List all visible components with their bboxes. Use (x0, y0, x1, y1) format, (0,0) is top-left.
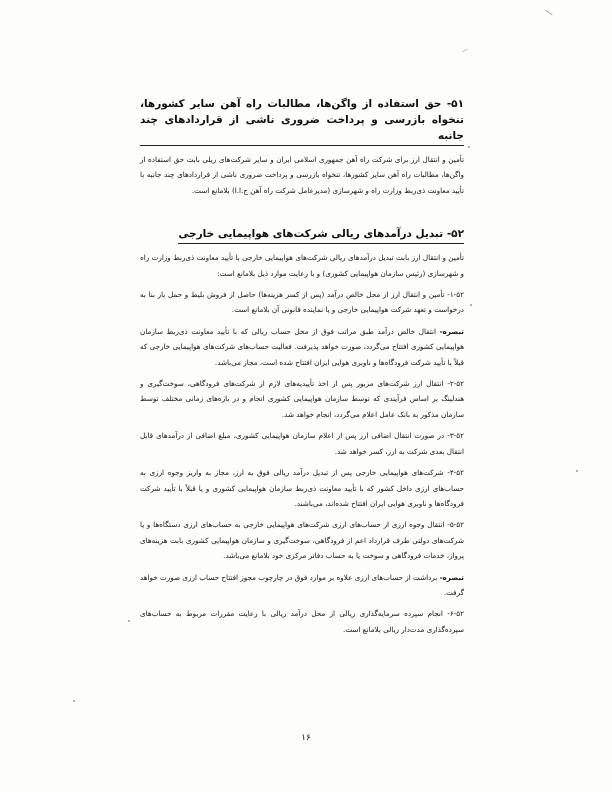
scan-mark (462, 49, 468, 53)
clause-52-1: ۱-۵۲- تأمین و انتقال ارز از محل خالص درآمد (پس از کسر هزینه‌ها) حاصل از فروش بلیط و حمل بار بنا به درخواست و تعهد شرکت هواپیمایی خارجی و یا نماینده قانونی آن بلامانع است. (140, 290, 464, 315)
scan-speck (73, 700, 75, 702)
clause-52-2: ۲-۵۲- انتقال ارز شرکت‌های مزبور پس از اخذ تأییدیه‌های لازم از شرکت‌های فرودگاهی، سوخت‌گیری و هندلینگ بر اساس فرآیندی که توسط سازمان هواپیمایی کشوری انجام و در بازه‌های زمانی مختلف توسط سازمان مذکور به بانک عامل اعلام می‌گردد، انجام خواهد شد. (140, 379, 464, 419)
note-label: تبصره- (439, 326, 464, 336)
clause-52-3: ۳-۵۲- در صورت انتقال اضافی ارز پس از اعلام سازمان هواپیمایی کشوری، مبلغ اضافی از درآمدهای قابل انتقال بعدی شرکت به ارز، کسر خواهد شد. (140, 431, 464, 456)
scan-speck (470, 304, 472, 306)
page-number: ۱۶ (301, 733, 311, 743)
section-52 (140, 204, 464, 637)
section-51-heading: ۵۱- حق استفاده از واگن‌ها، مطالبات راه آهن سایر کشورها، تنخواه بازرسی و پرداخت ضروری ناشی از قراردادهای چند جانبه (140, 96, 464, 146)
note-text: انتقال خالص درآمد طبق مراتب فوق از محل حساب ریالی که با تأیید معاونت ذی‌ربط سازمان هواپیمایی کشوری افتتاح می‌گردد، صورت خواهد پذیرفت. فعالیت حساب‌های شرکت‌های هواپیمایی خارجی که قبلاً با تأیید شرکت فرودگاه‌ها و ناوبری هوایی ایران افتتاح شده است، مجاز می‌باشد. (140, 326, 464, 367)
note-52-2 (140, 570, 464, 601)
section-51 (140, 96, 464, 198)
scan-speck (128, 620, 130, 622)
scan-speck (576, 470, 578, 472)
page-content (140, 96, 464, 643)
clause-52-5: ۵-۵۲- انتقال وجوه ارزی از حساب‌های ارزی شرکت‌های هواپیمایی خارجی به حساب‌های ارزی دستگاه‌ها و یا شرکت‌های دولتی طرف قرارداد اعم از فرودگاهی، سوخت‌گیری و سازمان هواپیمایی کشوری بابت هزینه‌های پرواز، خدمات فرودگاهی و سوخت یا به حساب دفاتر مرکزی خود بلامانع می‌باشد. (140, 520, 464, 561)
note-52-1 (140, 324, 464, 370)
note-label: تبصره- (439, 572, 464, 582)
scan-mark (545, 10, 552, 15)
clause-52-4: ۴-۵۲- شرکت‌های هواپیمایی خارجی پس از تبدیل درآمد ریالی فوق به ارز، مجاز به واریز وجوه ارزی به حساب‌های ارزی داخل کشور که با تأیید معاونت ذی‌ربط سازمان هواپیمایی کشوری و یا قبلاً با تأیید شرکت فرودگاه‌ها و ناوبری هوایی ایران افتتاح شده‌اند، می‌باشند. (140, 468, 464, 508)
section-51-body: تأمین و انتقال ارز برای شرکت راه آهن جمهوری اسلامی ایران و سایر شرکت‌های ریلی بابت حق استفاده از واگن‌ها، مطالبات راه آهن سایر کشورها، تنخواه بازرسی و پرداخت ضروری ناشی از قراردادهای چند جانبه با تأیید معاونت ذی‌ربط وزارت راه و شهرسازی (مدیرعامل شرکت راه آهن ج.ا.ا) بلامانع است. (140, 155, 464, 195)
section-52-intro: تأمین و انتقال ارز بابت تبدیل درآمدهای ریالی شرکت‌های هواپیمایی خارجی با تأیید معاونت ذی‌ربط وزارت راه و شهرسازی (رئیس سازمان هواپیمایی کشوری) و با رعایت موارد ذیل بلامانع است: (140, 253, 464, 278)
scan-speck (468, 146, 470, 148)
section-52-heading: ۵۲- تبدیل درآمدهای ریالی شرکت‌های هواپیمایی خارجی (178, 226, 464, 244)
clause-52-6: ۶-۵۲- انجام سپرده سرمایه‌گذاری ریالی از محل درآمد ریالی با رعایت مقررات مربوط به حساب‌های سپرده‌گذاری مدت‌دار ریالی بلامانع است. (140, 609, 464, 634)
note-text: برداشت از حساب‌های ارزی علاوه بر موارد فوق در چارچوب مجوز افتتاح حساب ارزی صورت خواهد گرفت. (140, 572, 464, 597)
